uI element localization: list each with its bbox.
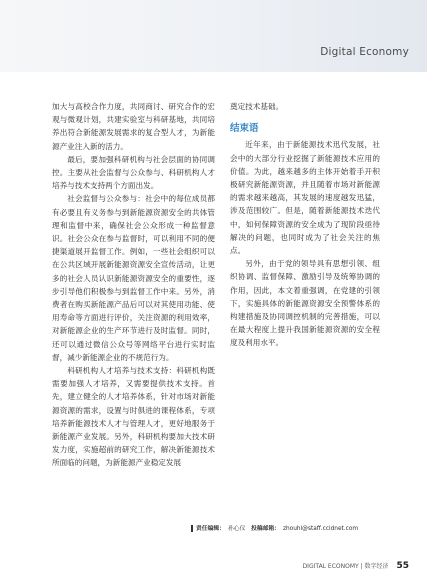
- email-label: 投稿邮箱：: [250, 526, 280, 532]
- section-heading: 结束语: [230, 123, 259, 135]
- paragraph: 社会监督与公众参与：社会中的每位成员都有必要且有义务参与到新能源资源安全的共体管理和监督中来，确保社会公众形成一种监督意识。社会公众在参与监督时，可以利用不同的便捷渠道展开监督工作。例如，一些社会组织可以在公共区域开展新能源资源安全宣传活动，让更多的社会人员认识新能源资源安全的重要性，逐步引导他们积极参与到监督工作中来。另外，消费者在购买新能源产品后可以对其使用功能、使用寿命等方面进行评价，关注资源的利用效率，对新能源企业的生产环节进行及时监督。同时，还可以通过微信公众号等网络平台进行实时监督，减少新能源企业的不规范行为。: [52, 194, 215, 362]
- header-background: [0, 0, 427, 72]
- paragraph: 近年来，由于新能源技术迅代发展，社会中的大部分行业挖掘了新能源技术应用的价值。为此，越来越多的主体开始着手开积极研究新能源资源，并且随着市场对新能源的需求越来越高，其发展的速度越发迅猛，涉及范围较广。但是，随着新能源技术迭代中，如何保障资源的安全成为了现阶段亟待解决的问题，也同时成为了社会关注的焦点。: [230, 140, 380, 256]
- page-footer: DIGITAL ECONOMY | 数字经济 55: [302, 561, 409, 571]
- left-column: [52, 100, 215, 470]
- paragraph: 加大与高校合作力度，共同商讨、研究合作的宏观与微观计划，共建实验室与科研基地，共同培养出符合新能源发展需求的复合型人才，为新能源产业注入新的活力。: [52, 102, 215, 151]
- right-column: [230, 100, 380, 350]
- paragraph: 最后，要加强科研机构与社会层面的协同调控。主要从社会监督与公众参与、科研机构人才培养与技术支持两个方面出发。: [52, 154, 215, 191]
- journal-name-cn: 数字经济: [364, 563, 389, 570]
- email-address: zhouhl@staff.ccidnet.com: [282, 526, 359, 532]
- journal-logo: Digital Economy: [320, 46, 409, 58]
- page-number: 55: [396, 561, 409, 571]
- credit-bar-icon: [191, 525, 193, 532]
- paragraph: 奠定技术基础。: [230, 102, 284, 111]
- editor-name: 孙心仪: [228, 526, 246, 532]
- editor-label: 责任编辑：: [196, 526, 225, 532]
- paragraph: 科研机构人才培养与技术支持：科研机构既需要加强人才培养，又需要提供技术支持。首先，建立健全的人才培养体系，针对市场对新能源资源的需求，设置与时俱进的课程体系，专项培养新能源技术人才与管理人才，更好地服务于新能源产业发展。另外，科研机构要加大技术研发力度，实施超前的研究工作，解决新能源技术所面临的问题，为新能源产业稳定发展: [52, 366, 215, 468]
- paragraph: 另外，由于党的领导具有思想引领、组织协调、监督保障、激励引导及统筹协调的作用，因此，本文着重强调，在党建的引领下，实施具体的新能源资源安全预警体系的构建措施及协同调控机制的完善措施，可以在最大程度上提升我国新能源资源的安全程度及利用水平。: [230, 259, 380, 348]
- journal-name-en: DIGITAL ECONOMY: [302, 563, 359, 570]
- editor-credit: [191, 523, 391, 532]
